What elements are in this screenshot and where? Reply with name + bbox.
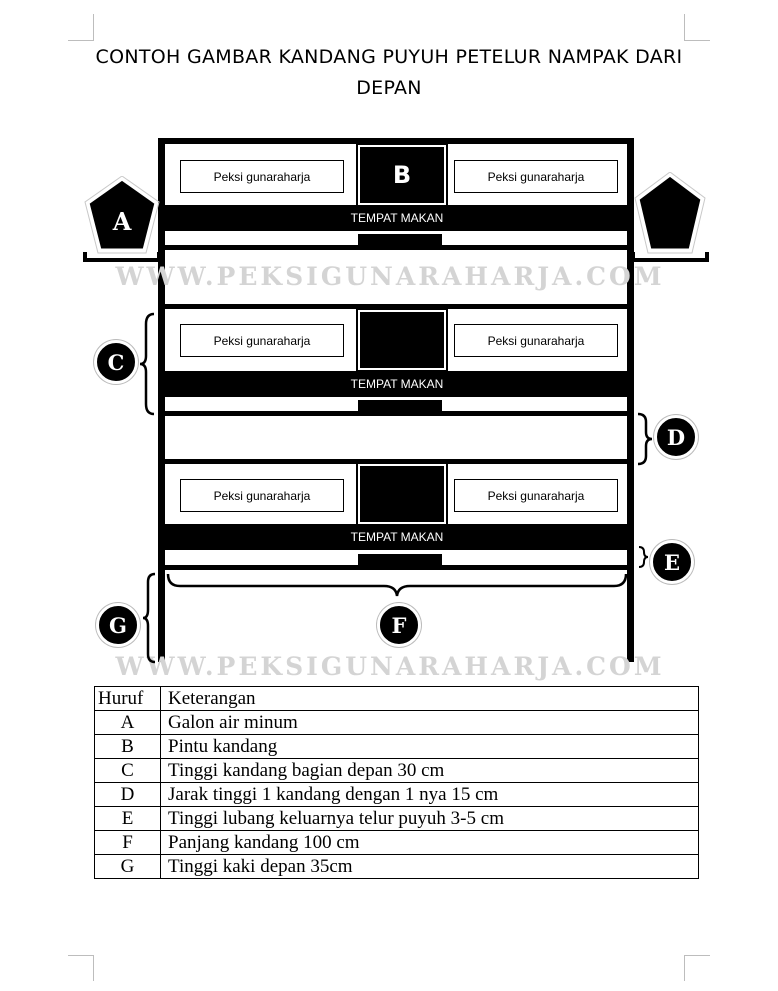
legend-description: Tinggi kandang bagian depan 30 cm <box>161 759 699 783</box>
brace-c <box>140 312 158 416</box>
table-row <box>95 807 699 831</box>
crop-mark <box>684 955 685 981</box>
table-row <box>95 831 699 855</box>
legend-description: Tinggi kaki depan 35cm <box>161 855 699 879</box>
shelf-bar <box>158 565 634 570</box>
table-row <box>95 735 699 759</box>
title-line-2: DEPAN <box>356 77 422 99</box>
crop-mark <box>684 40 710 41</box>
watermark: WWW.PEKSIGUNARAHARJA.COM <box>115 262 665 291</box>
brace-e <box>637 545 649 569</box>
legend-letter: F <box>95 831 161 855</box>
crop-mark <box>93 14 94 40</box>
shelf-bar <box>158 304 634 309</box>
brace-f <box>166 572 628 598</box>
crop-mark <box>68 40 94 41</box>
cage-door: B <box>358 145 446 205</box>
table-row <box>95 711 699 735</box>
legend-letter: D <box>95 783 161 807</box>
legend-letter: C <box>95 759 161 783</box>
cage-label-left: Peksi gunaraharja <box>180 160 344 193</box>
table-row <box>95 855 699 879</box>
crop-mark <box>684 955 710 956</box>
marker-a: A <box>112 207 132 236</box>
cage-label-right: Peksi gunaraharja <box>454 324 618 357</box>
shelf-bar <box>158 411 634 416</box>
legend-table <box>94 686 699 879</box>
cage-label-right: Peksi gunaraharja <box>454 160 618 193</box>
brace-d <box>636 412 654 466</box>
crop-mark <box>93 955 94 981</box>
cage-label-left: Peksi gunaraharja <box>180 324 344 357</box>
feeder: TEMPAT MAKAN <box>164 524 630 550</box>
top-frame-bar <box>158 138 634 144</box>
brace-g <box>142 572 158 664</box>
crop-mark <box>68 955 94 956</box>
legend-description: Tinggi lubang keluarnya telur puyuh 3-5 cm <box>161 807 699 831</box>
legend-description: Panjang kandang 100 cm <box>161 831 699 855</box>
legend-letter: G <box>95 855 161 879</box>
table-row <box>95 783 699 807</box>
water-gallon-left <box>82 176 162 266</box>
legend-description: Jarak tinggi 1 kandang dengan 1 nya 15 cm <box>161 783 699 807</box>
marker-e: E <box>650 540 694 584</box>
marker-c: C <box>94 340 138 384</box>
marker-f: F <box>377 603 421 647</box>
cage-label-left: Peksi gunaraharja <box>180 479 344 512</box>
table-row <box>95 759 699 783</box>
pentagon-shape <box>638 175 702 250</box>
page-title <box>60 42 718 104</box>
cage-label-right: Peksi gunaraharja <box>454 479 618 512</box>
title-line-1: CONTOH GAMBAR KANDANG PUYUH PETELUR NAMPAK DARI <box>95 46 683 68</box>
cage-door <box>358 310 446 370</box>
legend-description: Galon air minum <box>161 711 699 735</box>
egg-outlet <box>358 234 442 245</box>
legend-header-letter: Huruf <box>95 687 161 711</box>
feeder: TEMPAT MAKAN <box>164 371 630 397</box>
legend-header-row <box>95 687 699 711</box>
egg-outlet <box>358 400 442 411</box>
legend-description: Pintu kandang <box>161 735 699 759</box>
shelf-bar <box>158 245 634 250</box>
egg-outlet <box>358 554 442 565</box>
watermark: WWW.PEKSIGUNARAHARJA.COM <box>115 652 665 681</box>
cage-door <box>358 464 446 524</box>
marker-d: D <box>654 415 698 459</box>
legend-header-description: Keterangan <box>161 687 699 711</box>
marker-g: G <box>96 603 140 647</box>
legend-letter: E <box>95 807 161 831</box>
feeder: TEMPAT MAKAN <box>164 205 630 231</box>
legend-letter: B <box>95 735 161 759</box>
crop-mark <box>684 14 685 40</box>
water-gallon-right <box>630 172 710 266</box>
legend-letter: A <box>95 711 161 735</box>
